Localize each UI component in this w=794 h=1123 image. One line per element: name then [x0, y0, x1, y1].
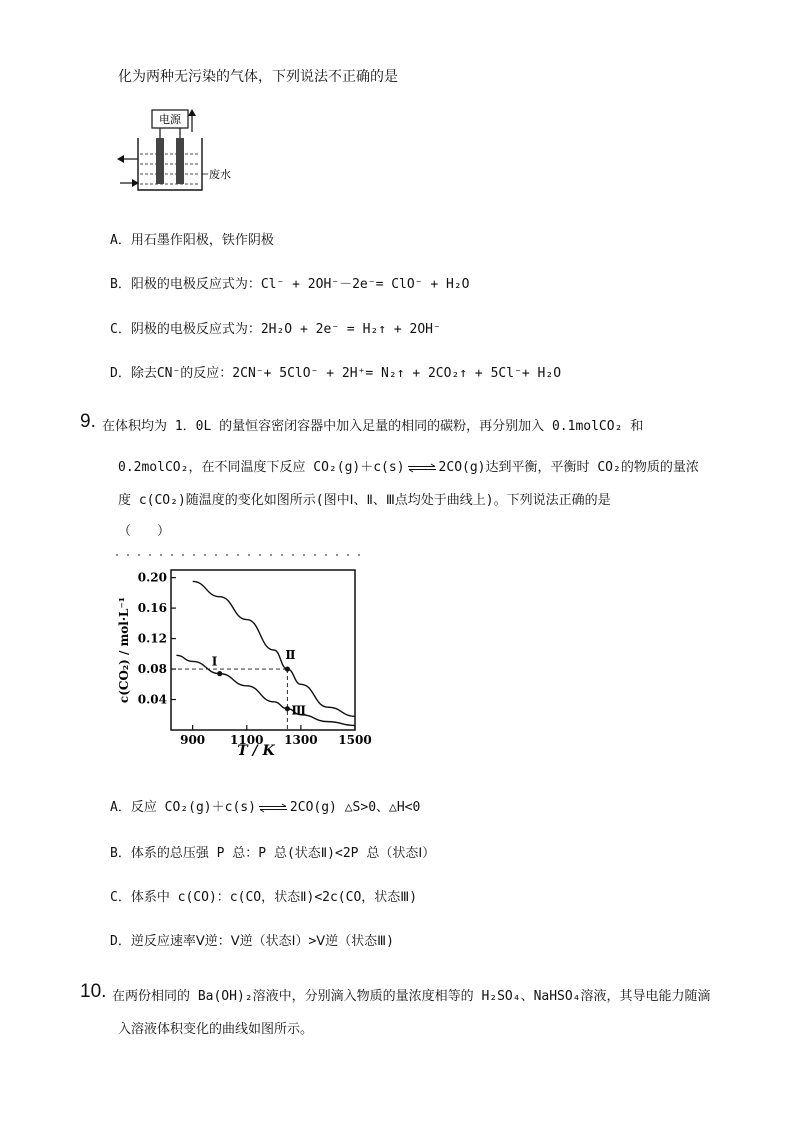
electrode-left	[156, 138, 164, 184]
plot-frame	[171, 570, 355, 730]
electrode-right	[176, 138, 184, 184]
state-point-label: Ⅲ	[291, 703, 306, 718]
q9-number: 9.	[80, 411, 96, 432]
x-tick-label: 900	[180, 733, 206, 747]
q9-option-b: B．体系的总压强 P 总：P 总(状态Ⅱ)<2P 总（状态Ⅰ）	[110, 846, 436, 861]
intro-text: 化为两种无污染的气体，下列说法不正确的是	[118, 69, 398, 85]
q9-option-a-part1: A．反应 CO₂(g)＋c(s)	[110, 800, 256, 815]
state-point	[285, 706, 290, 711]
q10-line1: 在两份相同的 Ba(OH)₂溶液中，分别滴入物质的量浓度相等的 H₂SO₄、NaHSO₄溶液，其导电能力随滴	[112, 989, 711, 1004]
x-tick-label: 1300	[284, 733, 318, 747]
guide-lines	[171, 669, 287, 730]
q8-option-b: B．阳极的电极反应式为：Cl⁻ + 2OH⁻－2e⁻= ClO⁻ + H₂O	[110, 277, 470, 292]
y-tick-label: 0.08	[137, 662, 167, 677]
state-point	[285, 666, 290, 671]
y-tick-label: 0.20	[137, 570, 167, 585]
y-axis-label: c(CO₂) / mol·L⁻¹	[117, 596, 131, 704]
q10-line2: 入溶液体积变化的曲线如图所示。	[118, 1022, 314, 1037]
power-label: 电源	[159, 113, 181, 126]
q10-number: 10.	[80, 981, 107, 1002]
x-tick-label: 1500	[338, 733, 372, 747]
waste-label: 废水	[209, 168, 231, 181]
q9-line1: 在体积均为 1．0L 的量恒容密闭容器中加入足量的相同的碳粉，再分别加入 0.1molCO₂ 和	[102, 419, 644, 434]
state-point-label: Ⅰ	[211, 654, 218, 669]
q8-option-a: A．用石墨作阳极，铁作阴极	[110, 233, 274, 248]
co2-temperature-chart	[116, 550, 372, 760]
q9-line2-b: 2CO(g)达到平衡，平衡时 CO₂的物质的量浓	[438, 460, 699, 475]
x-tick-label: 1100	[230, 733, 264, 747]
equilibrium-arrow-icon	[258, 804, 288, 812]
x-axis-label: T / K	[237, 743, 275, 759]
q9-line3: 度 c(CO₂)随温度的变化如图所示(图中Ⅰ、Ⅱ、Ⅲ点均处于曲线上)。下列说法正确的是	[118, 493, 611, 508]
q9-line4: （ ）	[118, 524, 171, 539]
q9-option-c: C．体系中 c(CO)：c(CO，状态Ⅱ)<2c(CO，状态Ⅲ)	[110, 890, 418, 905]
state-point	[217, 671, 222, 676]
y-tick-label: 0.16	[137, 601, 167, 616]
state-point-label: Ⅱ	[285, 648, 296, 663]
series-line-2	[176, 655, 355, 725]
series-line-1	[193, 581, 355, 716]
state-points	[212, 648, 307, 718]
q8-option-d: D．除去CN⁻的反应：2CN⁻+ 5ClO⁻ + 2H⁺= N₂↑ + 2CO₂↑ + 5Cl⁻+ H₂O	[110, 366, 562, 381]
q9-option-a-part2: 2CO(g) △S>0、△H<0	[289, 800, 421, 815]
q8-option-c: C．阴极的电极反应式为：2H₂O + 2e⁻ = H₂↑ + 2OH⁻	[110, 322, 441, 337]
q9-line2-a: 0.2molCO₂，在不同温度下反应 CO₂(g)＋c(s)	[118, 460, 405, 475]
electrolysis-apparatus	[116, 108, 232, 194]
q9-option-d: D．逆反应速率Ⅴ逆：Ⅴ逆（状态Ⅰ）>Ⅴ逆（状态Ⅲ)	[110, 934, 394, 949]
q9-option-a	[110, 796, 420, 815]
y-tick-label: 0.12	[137, 631, 167, 646]
q9-line2	[118, 456, 699, 475]
curves	[176, 581, 355, 725]
x-ticks	[180, 725, 372, 747]
y-tick-label: 0.04	[137, 692, 167, 707]
equilibrium-arrow-icon	[407, 464, 437, 472]
